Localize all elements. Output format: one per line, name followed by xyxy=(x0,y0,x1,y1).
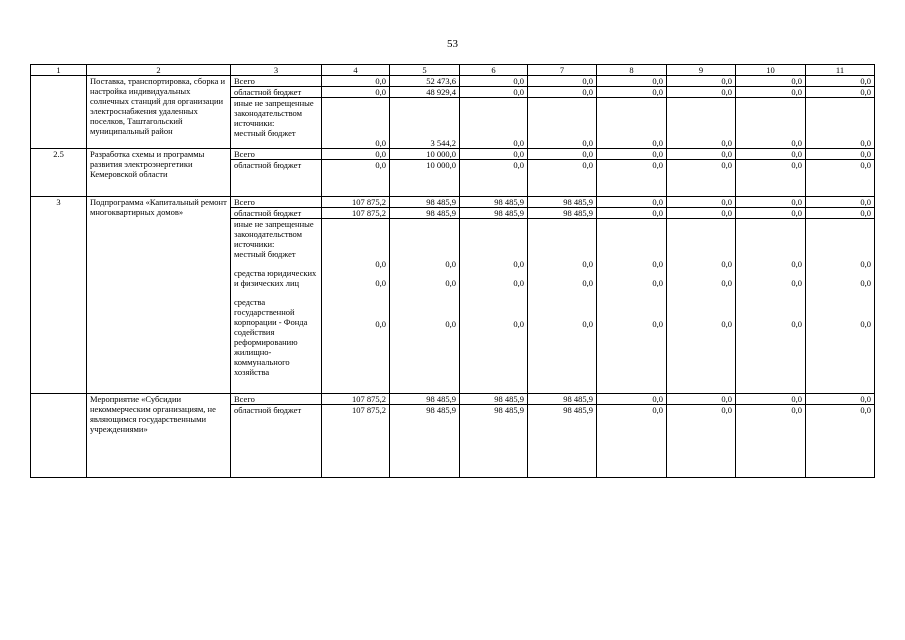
value-cell xyxy=(460,149,528,160)
value-cell xyxy=(806,76,875,87)
value-cell xyxy=(528,208,597,219)
row-title: Мероприятие «Субсидии некоммерческим организациям, не являющимся государственными учреждениями» xyxy=(87,394,231,478)
value-cell xyxy=(736,149,806,160)
value: 0,0 xyxy=(375,278,386,289)
value: 98 485,9 xyxy=(426,208,456,219)
value: 0,0 xyxy=(860,160,871,171)
spacer xyxy=(463,415,524,477)
value-cell xyxy=(667,87,736,98)
value-cell xyxy=(390,405,460,478)
column-number: 4 xyxy=(322,65,390,76)
spacer xyxy=(600,219,663,259)
value: 0,0 xyxy=(375,138,386,149)
spacer xyxy=(393,415,456,477)
column-number: 5 xyxy=(390,65,460,76)
value: 0,0 xyxy=(513,278,524,289)
value-cell xyxy=(806,219,875,394)
spacer xyxy=(234,170,318,196)
value-cell xyxy=(736,76,806,87)
value-cell xyxy=(390,208,460,219)
spacer xyxy=(393,288,456,297)
value-cell xyxy=(597,219,667,394)
value: 0,0 xyxy=(791,197,802,208)
funding-source-cell xyxy=(231,219,322,394)
value-cell xyxy=(736,160,806,197)
spacer xyxy=(531,288,593,297)
value: 0,0 xyxy=(582,160,593,171)
value-cell xyxy=(736,394,806,405)
value-cell xyxy=(597,394,667,405)
column-number: 8 xyxy=(597,65,667,76)
value: 0,0 xyxy=(375,160,386,171)
column-number: 7 xyxy=(528,65,597,76)
value: 0,0 xyxy=(582,149,593,160)
value: 0,0 xyxy=(721,394,732,405)
value: 0,0 xyxy=(652,278,663,289)
value: 0,0 xyxy=(791,160,802,171)
value: 0,0 xyxy=(375,259,386,270)
value-cell xyxy=(528,149,597,160)
value: 0,0 xyxy=(375,87,386,98)
value-cell xyxy=(460,394,528,405)
row-title: Разработка схемы и программы развития электроэнергетики Кемеровской области xyxy=(87,149,231,197)
value-cell xyxy=(528,219,597,394)
value-cell xyxy=(667,76,736,87)
value-cell xyxy=(597,208,667,219)
value-cell xyxy=(806,394,875,405)
value-cell xyxy=(806,87,875,98)
value: 98 485,9 xyxy=(426,197,456,208)
value-cell xyxy=(322,394,390,405)
value: 0,0 xyxy=(652,197,663,208)
value: 0,0 xyxy=(652,149,663,160)
spacer xyxy=(600,98,663,138)
column-number: 3 xyxy=(231,65,322,76)
value-cell xyxy=(390,197,460,208)
funding-source-label: областной бюджет xyxy=(234,87,302,98)
value: 98 485,9 xyxy=(563,405,593,416)
spacer xyxy=(325,297,386,319)
spacer xyxy=(531,170,593,196)
spacer xyxy=(739,269,802,278)
value-cell xyxy=(667,149,736,160)
budget-table xyxy=(30,64,875,478)
value: 0,0 xyxy=(513,319,524,330)
spacer xyxy=(670,170,732,196)
spacer xyxy=(809,415,871,477)
value: 0,0 xyxy=(791,319,802,330)
value-cell xyxy=(460,208,528,219)
spacer xyxy=(600,170,663,196)
spacer xyxy=(463,219,524,259)
row-number: 2.5 xyxy=(31,149,87,197)
row-title: Поставка, транспортировка, сборка и настройка индивидуальных солнечных станций для организации электроснабжения удаленных поселков, Таштагольский муниципальный район xyxy=(87,76,231,149)
spacer xyxy=(325,170,386,196)
value: 0,0 xyxy=(721,160,732,171)
spacer xyxy=(531,329,593,345)
value: 0,0 xyxy=(582,278,593,289)
value: 0,0 xyxy=(375,76,386,86)
spacer xyxy=(739,415,802,477)
funding-source-label: Всего xyxy=(234,76,255,86)
value-cell xyxy=(806,405,875,478)
value-cell xyxy=(460,98,528,149)
spacer xyxy=(809,297,871,319)
spacer xyxy=(393,98,456,138)
value: 0,0 xyxy=(582,259,593,270)
value: 0,0 xyxy=(860,208,871,219)
spacer xyxy=(463,170,524,196)
funding-source-label: средства государственной корпорации - Фонда содействия реформированию жилищно-коммунального хозяйства xyxy=(234,297,308,378)
funding-source-label: Всего xyxy=(234,197,255,208)
value: 0,0 xyxy=(582,138,593,149)
value-cell xyxy=(597,98,667,149)
column-number-row xyxy=(31,65,875,76)
value-cell xyxy=(667,98,736,149)
value: 0,0 xyxy=(513,76,524,86)
column-number: 2 xyxy=(87,65,231,76)
spacer xyxy=(809,288,871,297)
spacer xyxy=(809,98,871,138)
value-cell xyxy=(390,160,460,197)
value: 0,0 xyxy=(721,319,732,330)
value: 0,0 xyxy=(860,149,871,160)
value: 0,0 xyxy=(860,87,871,98)
funding-source-cell xyxy=(231,405,322,478)
spacer xyxy=(234,259,318,268)
spacer xyxy=(531,297,593,319)
funding-source-cell xyxy=(231,160,322,197)
spacer xyxy=(234,377,318,393)
spacer xyxy=(739,297,802,319)
value-cell xyxy=(667,160,736,197)
value: 107 875,2 xyxy=(352,208,386,219)
value-cell xyxy=(736,208,806,219)
spacer xyxy=(325,288,386,297)
spacer xyxy=(739,329,802,345)
value-cell xyxy=(322,197,390,208)
value: 0,0 xyxy=(721,197,732,208)
value: 0,0 xyxy=(791,76,802,86)
value: 0,0 xyxy=(652,160,663,171)
value-cell xyxy=(322,160,390,197)
funding-source-label: областной бюджет xyxy=(234,405,302,416)
value: 0,0 xyxy=(652,394,663,405)
value: 98 485,9 xyxy=(563,208,593,219)
value-cell xyxy=(667,405,736,478)
funding-source-label: Всего xyxy=(234,394,255,405)
spacer xyxy=(325,415,386,477)
funding-source-label: областной бюджет xyxy=(234,160,302,171)
funding-source-label: областной бюджет xyxy=(234,208,302,219)
spacer xyxy=(463,329,524,345)
funding-source-label: иные не запрещенные законодательством источники: xyxy=(234,98,314,129)
value-cell xyxy=(322,219,390,394)
value-cell xyxy=(460,76,528,87)
value-cell xyxy=(736,87,806,98)
value-cell xyxy=(597,197,667,208)
spacer xyxy=(234,288,318,297)
value-cell xyxy=(667,208,736,219)
value: 0,0 xyxy=(860,138,871,149)
value-cell xyxy=(460,219,528,394)
value-cell xyxy=(390,87,460,98)
spacer xyxy=(393,297,456,319)
spacer xyxy=(393,329,456,345)
value: 0,0 xyxy=(721,149,732,160)
spacer xyxy=(600,269,663,278)
funding-source-label: иные не запрещенные законодательством источники: xyxy=(234,219,314,250)
spacer xyxy=(463,269,524,278)
value: 0,0 xyxy=(582,319,593,330)
funding-source-cell xyxy=(231,98,322,149)
value: 98 485,9 xyxy=(426,394,456,405)
spacer xyxy=(809,269,871,278)
spacer xyxy=(670,297,732,319)
value: 98 485,9 xyxy=(563,197,593,208)
value: 3 544,2 xyxy=(430,138,456,149)
value-cell xyxy=(390,98,460,149)
value-cell xyxy=(597,149,667,160)
value: 0,0 xyxy=(721,87,732,98)
value: 0,0 xyxy=(721,76,732,86)
value: 107 875,2 xyxy=(352,405,386,416)
value-cell xyxy=(736,98,806,149)
value: 0,0 xyxy=(791,208,802,219)
value-cell xyxy=(390,149,460,160)
value: 0,0 xyxy=(652,87,663,98)
value: 0,0 xyxy=(721,278,732,289)
value: 0,0 xyxy=(721,208,732,219)
spacer xyxy=(670,288,732,297)
spacer xyxy=(531,219,593,259)
spacer xyxy=(393,219,456,259)
value-cell xyxy=(806,197,875,208)
value-cell xyxy=(322,149,390,160)
value: 107 875,2 xyxy=(352,394,386,405)
value: 0,0 xyxy=(652,208,663,219)
value-cell xyxy=(460,160,528,197)
value: 0,0 xyxy=(791,405,802,416)
page-number: 53 xyxy=(447,38,458,50)
spacer xyxy=(670,329,732,345)
value: 0,0 xyxy=(445,259,456,270)
value-cell xyxy=(667,394,736,405)
value: 0,0 xyxy=(791,394,802,405)
spacer xyxy=(809,329,871,345)
column-number: 6 xyxy=(460,65,528,76)
spacer xyxy=(670,415,732,477)
value-cell xyxy=(322,405,390,478)
value: 0,0 xyxy=(652,76,663,86)
table-row xyxy=(31,197,875,208)
value-cell xyxy=(390,76,460,87)
value: 0,0 xyxy=(791,278,802,289)
value: 0,0 xyxy=(860,319,871,330)
spacer xyxy=(325,219,386,259)
spacer xyxy=(600,288,663,297)
spacer xyxy=(463,288,524,297)
table-row xyxy=(31,76,875,87)
spacer xyxy=(739,288,802,297)
value: 0,0 xyxy=(652,138,663,149)
value: 107 875,2 xyxy=(352,197,386,208)
value: 0,0 xyxy=(791,259,802,270)
value-cell xyxy=(597,160,667,197)
spacer xyxy=(393,170,456,196)
spacer xyxy=(739,98,802,138)
funding-source-cell xyxy=(231,394,322,405)
spacer xyxy=(393,269,456,278)
value-cell xyxy=(667,219,736,394)
funding-source-label: местный бюджет xyxy=(234,128,296,139)
value-cell xyxy=(322,208,390,219)
value: 0,0 xyxy=(513,138,524,149)
row-number xyxy=(31,394,87,478)
column-number: 1 xyxy=(31,65,87,76)
value-cell xyxy=(460,87,528,98)
spacer xyxy=(809,219,871,259)
spacer xyxy=(463,98,524,138)
value-cell xyxy=(528,87,597,98)
funding-source-cell xyxy=(231,76,322,87)
value: 0,0 xyxy=(375,319,386,330)
value: 0,0 xyxy=(860,394,871,405)
value: 98 485,9 xyxy=(563,394,593,405)
row-title: Подпрограмма «Капитальный ремонт многоквартирных домов» xyxy=(87,197,231,394)
spacer xyxy=(670,219,732,259)
value: 0,0 xyxy=(513,160,524,171)
value: 0,0 xyxy=(445,278,456,289)
spacer xyxy=(600,297,663,319)
value-cell xyxy=(736,219,806,394)
value: 0,0 xyxy=(652,405,663,416)
spacer xyxy=(325,269,386,278)
value-cell xyxy=(806,98,875,149)
value: 98 485,9 xyxy=(494,394,524,405)
funding-source-label: средства юридических и физических лиц xyxy=(234,268,317,289)
value: 0,0 xyxy=(860,76,871,86)
value: 0,0 xyxy=(582,76,593,86)
value: 0,0 xyxy=(860,278,871,289)
value: 0,0 xyxy=(860,197,871,208)
value: 52 473,6 xyxy=(426,76,456,86)
value: 0,0 xyxy=(582,87,593,98)
value-cell xyxy=(597,405,667,478)
spacer xyxy=(234,415,318,477)
funding-source-label: Всего xyxy=(234,149,255,160)
value-cell xyxy=(806,208,875,219)
value-cell xyxy=(460,405,528,478)
value: 0,0 xyxy=(721,405,732,416)
row-number xyxy=(31,76,87,149)
value-cell xyxy=(322,87,390,98)
funding-source-cell xyxy=(231,208,322,219)
value-cell xyxy=(390,394,460,405)
value: 0,0 xyxy=(652,259,663,270)
value: 0,0 xyxy=(791,149,802,160)
value: 10 000,0 xyxy=(426,149,456,160)
column-number: 9 xyxy=(667,65,736,76)
value-cell xyxy=(322,98,390,149)
value-cell xyxy=(322,76,390,87)
table-body xyxy=(31,76,875,478)
value-cell xyxy=(736,197,806,208)
table-row xyxy=(31,149,875,160)
spacer xyxy=(325,98,386,138)
column-number: 11 xyxy=(806,65,875,76)
value-cell xyxy=(597,76,667,87)
value-cell xyxy=(597,87,667,98)
value: 0,0 xyxy=(445,319,456,330)
value: 0,0 xyxy=(652,319,663,330)
value-cell xyxy=(806,149,875,160)
value-cell xyxy=(528,394,597,405)
value: 98 485,9 xyxy=(426,405,456,416)
spacer xyxy=(670,98,732,138)
value: 0,0 xyxy=(791,87,802,98)
spacer xyxy=(739,170,802,196)
funding-source-cell xyxy=(231,87,322,98)
value: 98 485,9 xyxy=(494,197,524,208)
value-cell xyxy=(460,197,528,208)
value: 98 485,9 xyxy=(494,405,524,416)
spacer xyxy=(600,329,663,345)
table-row xyxy=(31,394,875,405)
value: 48 929,4 xyxy=(426,87,456,98)
value: 0,0 xyxy=(375,149,386,160)
spacer xyxy=(809,170,871,196)
value: 0,0 xyxy=(513,87,524,98)
value-cell xyxy=(528,98,597,149)
value-cell xyxy=(528,76,597,87)
value: 0,0 xyxy=(860,259,871,270)
value-cell xyxy=(528,405,597,478)
value-cell xyxy=(528,197,597,208)
spacer xyxy=(670,269,732,278)
funding-source-cell xyxy=(231,149,322,160)
value-cell xyxy=(667,197,736,208)
value: 0,0 xyxy=(721,259,732,270)
value: 98 485,9 xyxy=(494,208,524,219)
funding-source-label: местный бюджет xyxy=(234,249,296,260)
value: 0,0 xyxy=(513,149,524,160)
spacer xyxy=(463,297,524,319)
spacer xyxy=(325,329,386,345)
value-cell xyxy=(806,160,875,197)
value: 0,0 xyxy=(513,259,524,270)
spacer xyxy=(531,98,593,138)
value: 0,0 xyxy=(791,138,802,149)
value-cell xyxy=(528,160,597,197)
spacer xyxy=(739,219,802,259)
column-number: 10 xyxy=(736,65,806,76)
funding-source-cell xyxy=(231,197,322,208)
row-number: 3 xyxy=(31,197,87,394)
value: 0,0 xyxy=(860,405,871,416)
value-cell xyxy=(390,219,460,394)
spacer xyxy=(600,415,663,477)
value: 10 000,0 xyxy=(426,160,456,171)
value-cell xyxy=(736,405,806,478)
value: 0,0 xyxy=(721,138,732,149)
spacer xyxy=(531,415,593,477)
spacer xyxy=(531,269,593,278)
